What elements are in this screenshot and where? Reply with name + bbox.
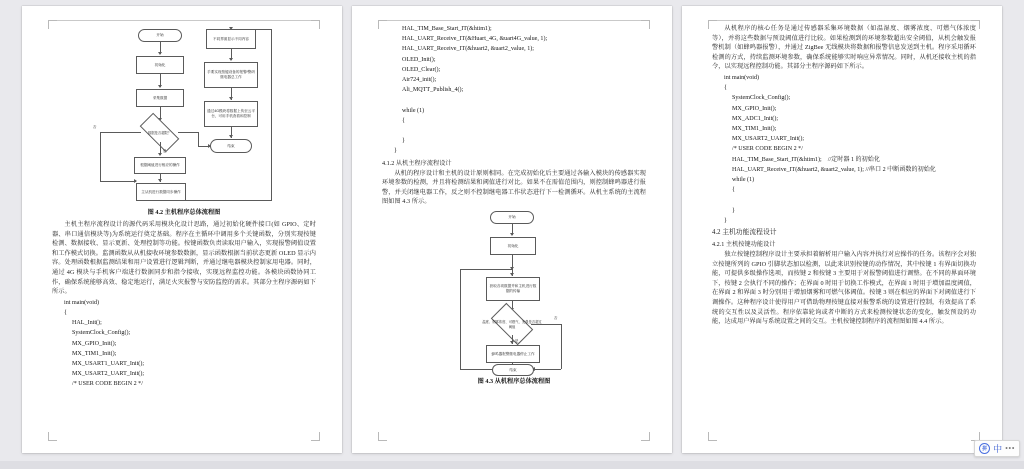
code-line: OLED_Clear(); (402, 66, 441, 73)
code-line: { (64, 309, 67, 316)
flow-arrow (510, 233, 514, 236)
document-page-2[interactable] (352, 6, 672, 453)
flow-node-init: 初始化 (490, 237, 536, 255)
header-rule (378, 20, 650, 21)
flowchart-4-2 (52, 26, 316, 206)
flow-edge (100, 181, 136, 182)
code-line-blank (382, 126, 646, 136)
flow-edge (231, 29, 271, 30)
flow-node-upload: 通过4G模块将数据上传至云平台，可用手机查看和控制 (204, 101, 258, 127)
code-line: MX_TIM1_Init(); (72, 350, 117, 357)
flow-edge (561, 324, 562, 369)
section-heading-4-2-1: 4.2.1 主机按键功能设计 (712, 241, 776, 249)
flow-node-collect: 采集数据 (136, 89, 184, 107)
flow-arrow (158, 153, 162, 156)
code-line: { (732, 187, 735, 194)
code-line: MX_USART1_UART_Init(); (72, 360, 145, 367)
code-line: HAL_UART_Receive_IT(&Huart_4G, &uart4G_value, 1); (402, 36, 548, 43)
flow-node-sync: 主从机进行数据同步操作 (136, 183, 186, 201)
flow-node-end: 结束 (210, 139, 252, 153)
flow-node-display: 不同界面显示不同内容 (206, 29, 256, 49)
flow-node-read: 获取各项数据并和主机进行数据的传输 (486, 277, 540, 301)
flow-edge (271, 29, 272, 201)
flow-edge-label-no: 否 (93, 125, 97, 129)
flow-node-alarm: 蜂鸣器报警继电器停止工作 (486, 345, 540, 363)
ime-logo-icon: 拼 (979, 443, 990, 454)
code-line: HAL_Init(); (72, 320, 102, 327)
code-line: /* USER CODE BEGIN 2 */ (732, 146, 803, 153)
flow-arrow (158, 179, 162, 182)
code-line: SystemClock_Config(); (732, 95, 791, 102)
flow-edge (531, 324, 561, 325)
flow-edge-label-yes: 是 (515, 339, 519, 344)
header-rule (708, 20, 980, 21)
flow-node-end: 结束 (492, 364, 534, 376)
flow-edge (198, 132, 199, 146)
flow-arrow (229, 135, 233, 138)
document-page-1[interactable] (22, 6, 342, 453)
code-line: MX_GPIO_Init(); (72, 340, 117, 347)
taskbar-strip (0, 461, 1024, 469)
flow-node-key: 手要实现按键设备的报警/警码继电器总工作 (204, 62, 258, 88)
flow-arrow (208, 144, 211, 148)
code-line: Ali_MQTT_Publish_4(); (402, 87, 464, 94)
flow-arrow (510, 273, 514, 276)
ime-mode-label[interactable]: 中 (993, 444, 1003, 454)
ime-more-icon[interactable]: ••• (1005, 444, 1015, 453)
flow-node-alarm: 根据阈值进行相应的操作 (134, 157, 186, 174)
flow-edge (460, 269, 461, 370)
flow-arrow (510, 341, 514, 344)
flow-node-decision-label: 数据是否超限？ (147, 130, 172, 135)
flow-edge-label-no: 否 (554, 316, 558, 321)
flow-node-start: 开始 (490, 211, 534, 224)
code-line: MX_GPIO_Init(); (732, 105, 777, 112)
code-line: HAL_UART_Receive_IT(&huart2, &uart2_value, 1); (402, 46, 534, 53)
code-line: Air724_init(); (402, 77, 437, 84)
paragraph-body: 独立按键控制程序设计主要承担着解析用户输入内容并执行对应操作的任务。该程序会对独立按键所列的 GPIO 引脚状态加以检测，以此来识别按键的动作情况，其中按键 1 有界面切换功能，可提供多级操作选项，而按键 2 和按键 3 主要用于对报警阈值进行调整。在不同的界面环境下，按键 2 会执行不同的操作；在界面 0 时用于切换工作模式，在界面 1 时用于增加温度阈值，在界面 2 和界面 3 时分别用于增加烟雾和可燃气体阈值。按键 3 则在相应的界面下对阈值进行下调操作。这种程序设计使得用户可借助物理按键直接对报警系统的设置进行控制，有效提高了系统的交互性以及灵活性。程序依靠轮询或者中断的方式来检测按键状态的变化，触发预设的功能，达成用户界面与系统设置之间的交互。主机按键控制程序的流程图如图 4.4 所示。 (712, 251, 976, 326)
code-line: { (402, 117, 405, 124)
paragraph-body: 从机的程序设计和主机的设计原则相同。在完成初始化后主要通过各输入模块的传感器实现环境参数的检测，并且将检测结果和阈值进行对比。如果不在需值范围内，则控制蜂鸣器进行报警，并关闭继电器工作，反之则不控制继电器工作状态进行下一检测循环。从机主系统的主流程图如图 4.3 所示。 (382, 169, 646, 206)
flow-node-init: 初始化 (136, 56, 184, 74)
code-line: OLED_Init(); (402, 56, 436, 63)
flow-edge (100, 132, 141, 133)
code-line: int main(void) (64, 299, 100, 306)
code-line: MX_TIM1_Init(); (732, 125, 777, 132)
flow-node-start: 开始 (138, 29, 182, 42)
code-line: while (1) (732, 177, 755, 183)
code-line: SystemClock_Config(); (72, 330, 131, 337)
flow-arrow (229, 27, 233, 30)
flow-edge (460, 369, 492, 370)
code-line: } (402, 138, 405, 145)
paragraph-body: 主机主程序流程设计的源代码采用模块化设计思路，通过初始化硬件接口(如 GPIO、定时器、串口通信模块等)为系统运行奠定基础。程序在主循环中调用多个关键函数，分别实现按键检测、数据接收、显示更新、处理控制等功能。按键函数负责读取用户输入，实现报警阈值设置和工作模式切换。监测函数从从机接收环境参数数据，显示函数根据当前状态更新 OLED 显示内容。处理函数根据监测结果和用户设置进行逻辑判断，并通过继电器模块控制家用电器。同时，通过 4G 模块与手机客户端进行数据同步和指令接收，实现远程监控功能。各模块函数协同工作，确保系统能够高效、稳定地运行，满足火灾报警与安防监控的需求。其部分主程序源码如下所示。 (52, 221, 316, 296)
code-line: MX_USART2_UART_Init(); (732, 136, 805, 143)
flow-edge (178, 132, 198, 133)
flow-arrow (229, 97, 233, 100)
code-line: MX_ADC1_Init(); (732, 115, 779, 122)
ime-indicator[interactable] (974, 440, 1020, 457)
code-line: /* USER CODE BEGIN 2 */ (72, 381, 143, 388)
flow-arrow (229, 58, 233, 61)
flow-arrow (158, 52, 162, 55)
flow-arrow (158, 85, 162, 88)
code-line: HAL_UART_Receive_IT(&huart2, &uart2_value, 1); //串口 2 中断函数的初始化 (732, 166, 936, 173)
code-line: { (724, 85, 727, 92)
flow-edge (100, 132, 101, 181)
code-line: int main(void) (724, 74, 760, 81)
flow-edge-label-yes: 是 (163, 149, 167, 153)
code-line-blank (382, 95, 646, 105)
flow-edge (460, 269, 512, 270)
document-page-3[interactable] (682, 6, 1002, 453)
figure-caption-4-2: 图 4.2 主机程序总体流程图 (147, 209, 221, 216)
flowchart-4-3 (382, 209, 646, 375)
header-rule (48, 20, 320, 21)
code-line: MX_USART2_UART_Init(); (72, 371, 145, 378)
code-line: HAL_TIM_Base_Start_IT(&htim1); //定时器 1 的初始化 (732, 156, 880, 163)
section-heading-4-1-2: 4.1.2 从机主程序流程设计 (382, 159, 452, 167)
flow-node-decision-label: 温度、烟雾浓度、可燃气、光强是否超过阈值 (482, 320, 542, 329)
flow-edge (186, 200, 271, 201)
code-line: } (394, 148, 397, 155)
code-line: } (724, 217, 727, 224)
section-heading-4-2: 4.2 主机功能流程设计 (712, 229, 777, 237)
code-line-blank (712, 195, 976, 205)
code-line: HAL_TIM_Base_Start_IT(&htim1); (402, 26, 492, 32)
code-line: while (1) (402, 107, 425, 114)
flow-edge (534, 369, 561, 370)
figure-caption-4-3: 图 4.3 从机程序总体流程图 (477, 378, 551, 386)
paragraph-body: 从机程序的核心任务是通过传感器采集环境数据（如温湿度、烟雾浓度、可燃气体浓度等），并将这些数据与预设阈值进行比较。如果检测到的环境参数超出安全阈值，从机会触发报警机制（如蜂鸣器报警），并通过 ZigBee 无线模块将数据和报警信息发送到主机。程序采用循环检测的方式，持续监测环境参数，确保系统能够实时响应异常情况。同时，从机还接收主机的指令，以实现远程控制功能。其部分主程序源码如下所示。 (712, 25, 976, 71)
flow-arrow (510, 267, 514, 270)
code-line: } (732, 207, 735, 214)
